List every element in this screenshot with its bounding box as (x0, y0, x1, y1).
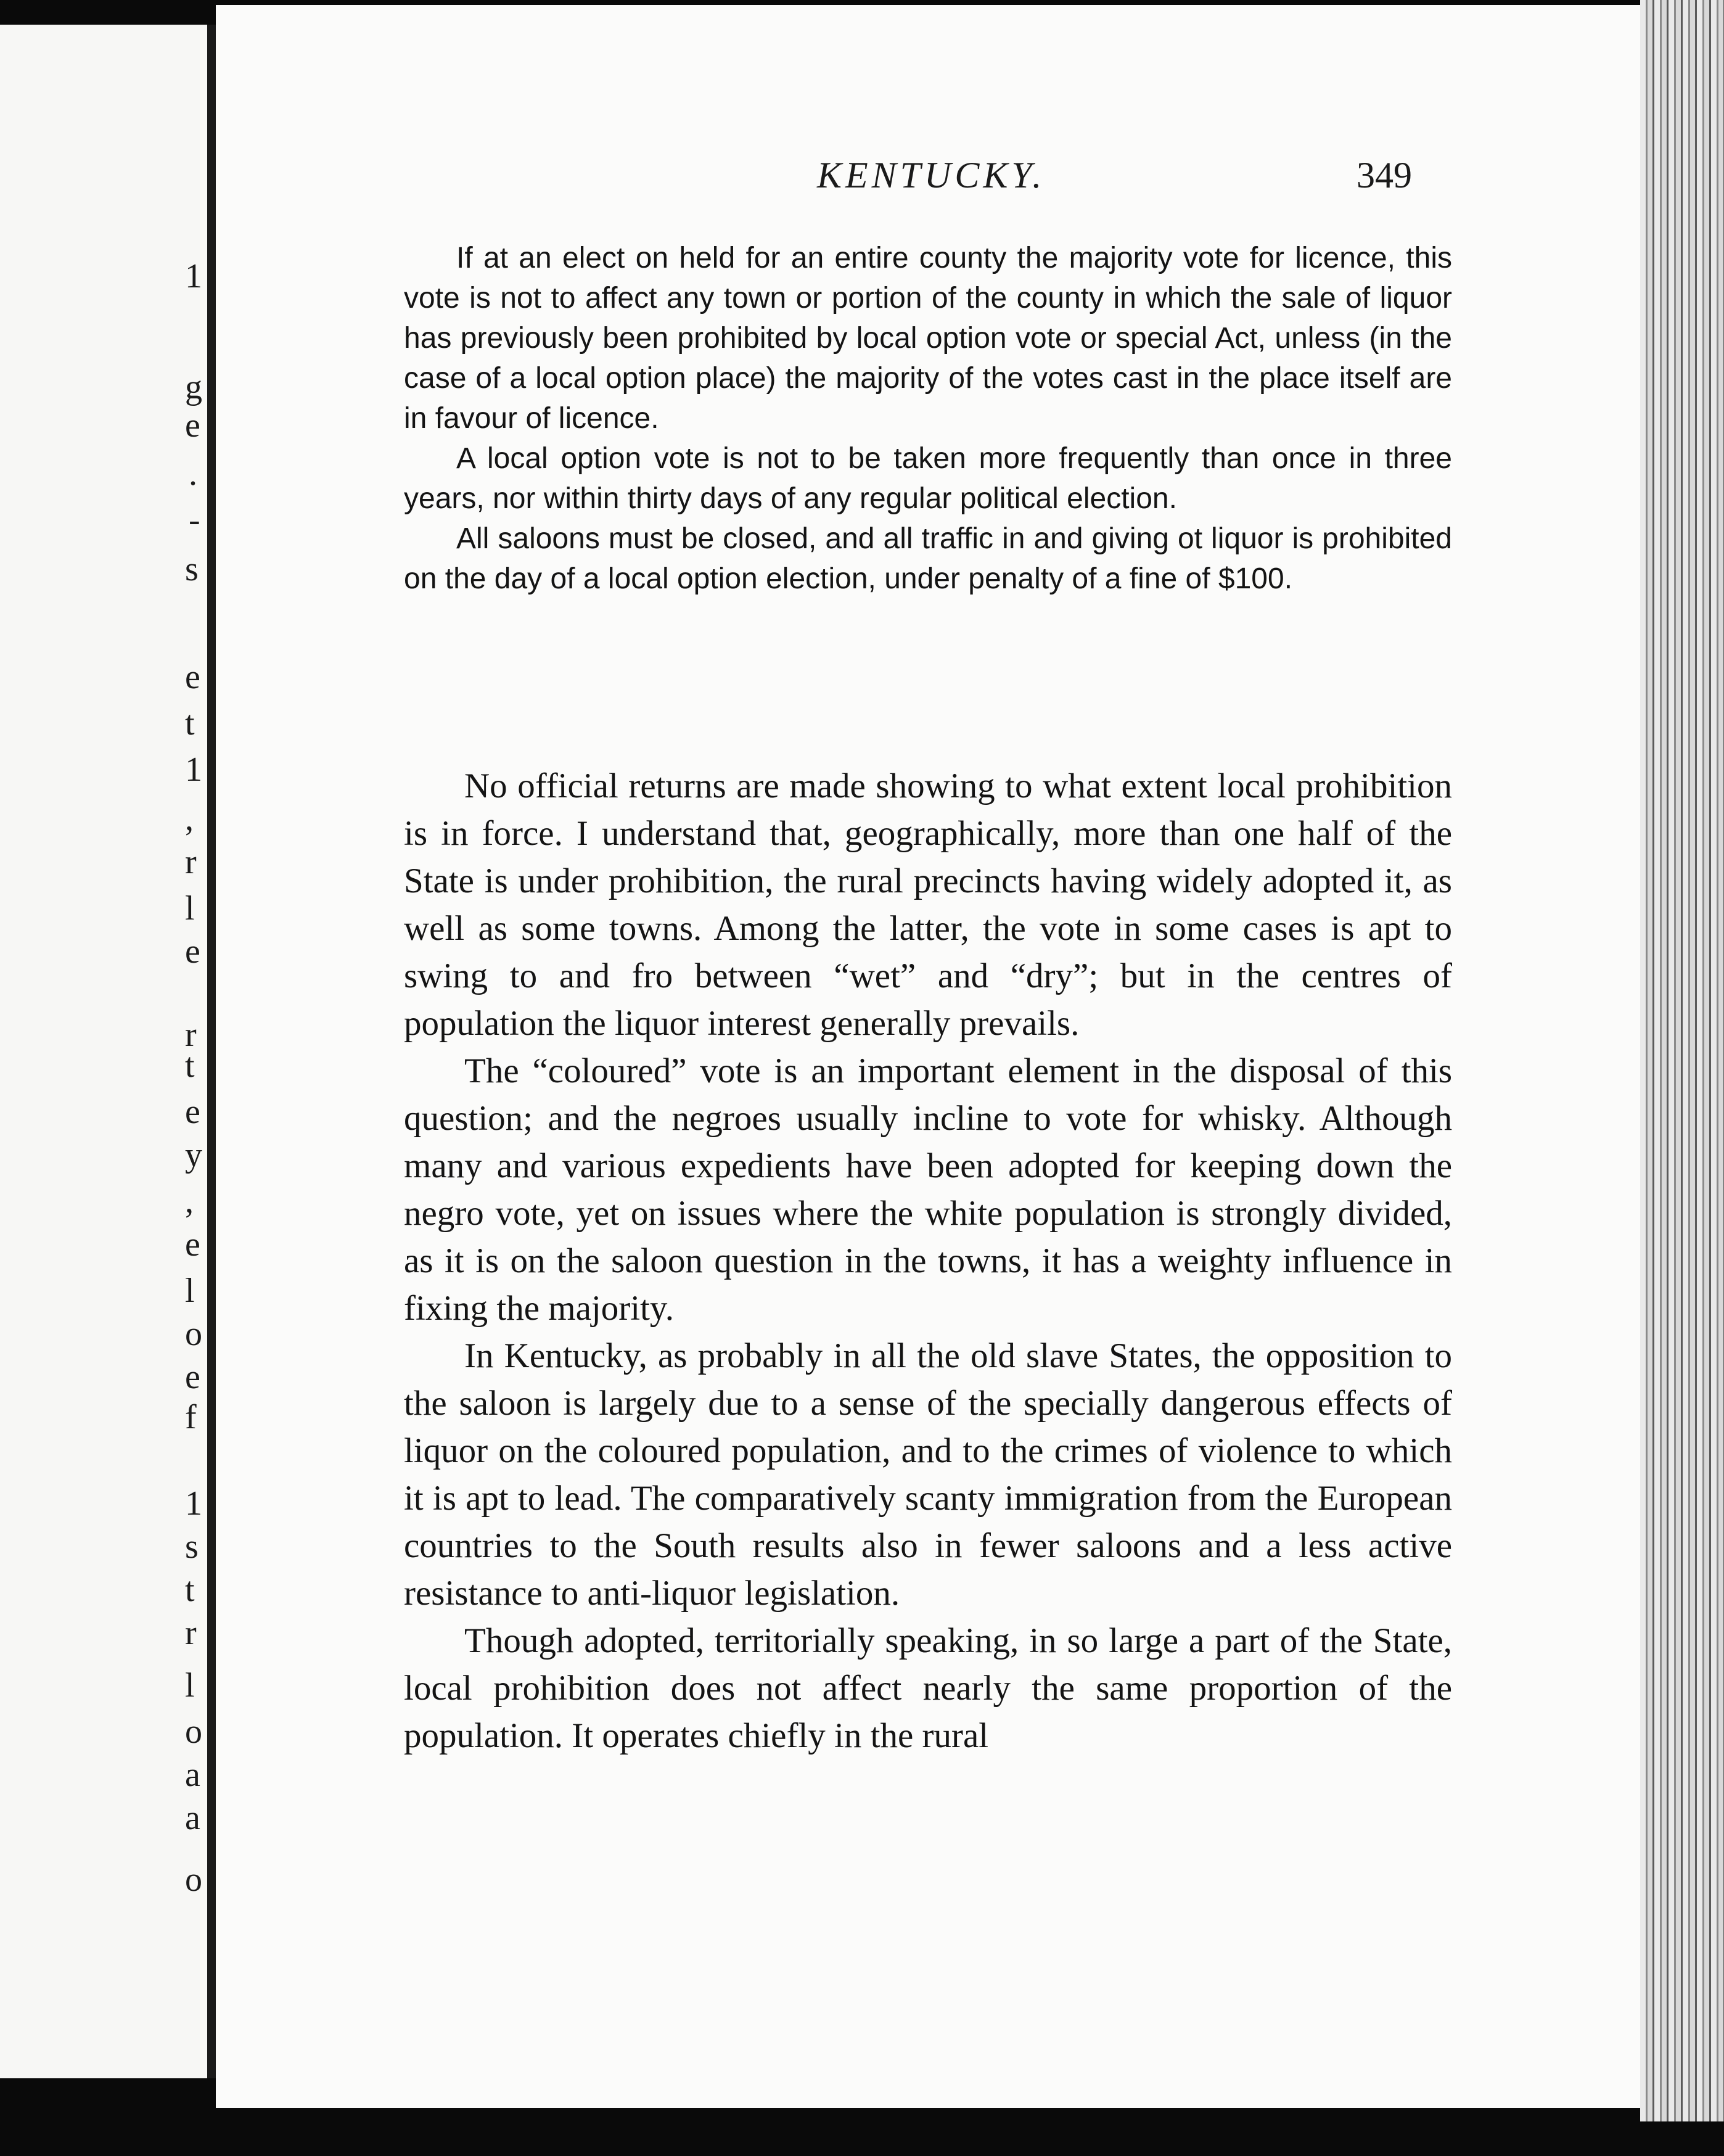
book-page-edges (1640, 0, 1724, 2121)
margin-fragment: t (185, 704, 195, 743)
running-title: KENTUCKY. (817, 155, 1046, 195)
margin-fragment: s (185, 550, 199, 588)
margin-fragment: e (185, 932, 200, 971)
margin-fragment: l (185, 1666, 195, 1705)
margin-fragment: r (185, 843, 197, 881)
margin-fragment: 1 (185, 751, 202, 789)
margin-fragment: l (185, 1272, 195, 1310)
margin-fragment: e (185, 1358, 200, 1396)
margin-fragment: t (185, 1047, 195, 1085)
paragraph: A local option vote is not to be taken more frequently than once in three years, nor within thirty days of any regular political election. (404, 442, 1452, 515)
margin-fragment: e (185, 1093, 200, 1131)
paragraph: If at an elect on held for an entire county the majority vote for licence, this vote is not to affect any town or portion of the county in which the sale of liquor has previously been prohibited by local option vote or special Act, unless (in the case of a local option place) the majority of the votes cast in the place itself are in favour of licence. (404, 242, 1452, 435)
margin-fragment: o (185, 1315, 202, 1353)
margin-fragment: 1 (185, 257, 202, 295)
margin-fragment: l (185, 889, 195, 928)
margin-fragment: 1 (185, 1484, 202, 1523)
margin-fragment: e (185, 1225, 200, 1264)
facing-page (0, 25, 216, 2078)
margin-fragment: y (185, 1136, 202, 1174)
margin-fragment: , (185, 1182, 194, 1220)
margin-fragment: t (185, 1571, 195, 1609)
page-header (216, 154, 1640, 204)
book-page (216, 5, 1640, 2108)
margin-fragment: - (189, 501, 200, 539)
margin-fragment: r (185, 1016, 197, 1054)
paragraph: In Kentucky, as probably in all the old slave States, the opposition to the saloon is largely due to a sense of the specially dangerous effects of liquor on the coloured population, and to the crimes of violence to which it is apt to lead. The comparatively scanty immigration from the European countries to the South results also in fewer saloons and a less active resistance to anti-liquor legislation. (404, 1336, 1452, 1613)
margin-fragment: r (185, 1614, 197, 1652)
paragraph: Though adopted, territorially speaking, in so large a part of the State, local prohibition does not affect nearly the same proportion of the population. It operates chiefly in the rural (404, 1621, 1452, 1755)
margin-fragment: s (185, 1528, 199, 1566)
margin-fragment: o (185, 1713, 202, 1751)
paragraph: All saloons must be closed, and all traffic in and giving ot liquor is prohibited on the day of a local option election, under penalty of a fine of $100. (404, 522, 1452, 595)
margin-fragment: e (185, 406, 200, 445)
margin-fragment: . (189, 455, 197, 493)
small-type-section (404, 238, 1452, 599)
body-text-section (404, 762, 1452, 1759)
margin-fragment: o (185, 1861, 202, 1899)
margin-fragment: g (185, 368, 202, 406)
margin-fragment: a (185, 1756, 200, 1794)
margin-fragment: a (185, 1799, 200, 1837)
paragraph: No official returns are made showing to what extent local prohibition is in force. I understand that, geographically, more than one half of the State is under prohibition, the rural precincts having widely adopted it, as well as some towns. Among the latter, the vote in some cases is apt to swing to and fro between “wet” and “dry”; but in the centres of population the liquor interest generally prevails. (404, 767, 1452, 1043)
margin-fragment: f (185, 1398, 197, 1436)
margin-fragment: , (185, 800, 194, 838)
margin-fragment: e (185, 658, 200, 696)
paragraph: The “coloured” vote is an important element in the disposal of this question; and the negroes usually incline to vote for whisky. Although many and various expedients have been adopted for keeping down the negro vote, yet on issues where the white population is strongly divided, as it is on the saloon question in the towns, it has a weighty influence in fixing the majority. (404, 1051, 1452, 1328)
page-number: 349 (1357, 155, 1412, 195)
